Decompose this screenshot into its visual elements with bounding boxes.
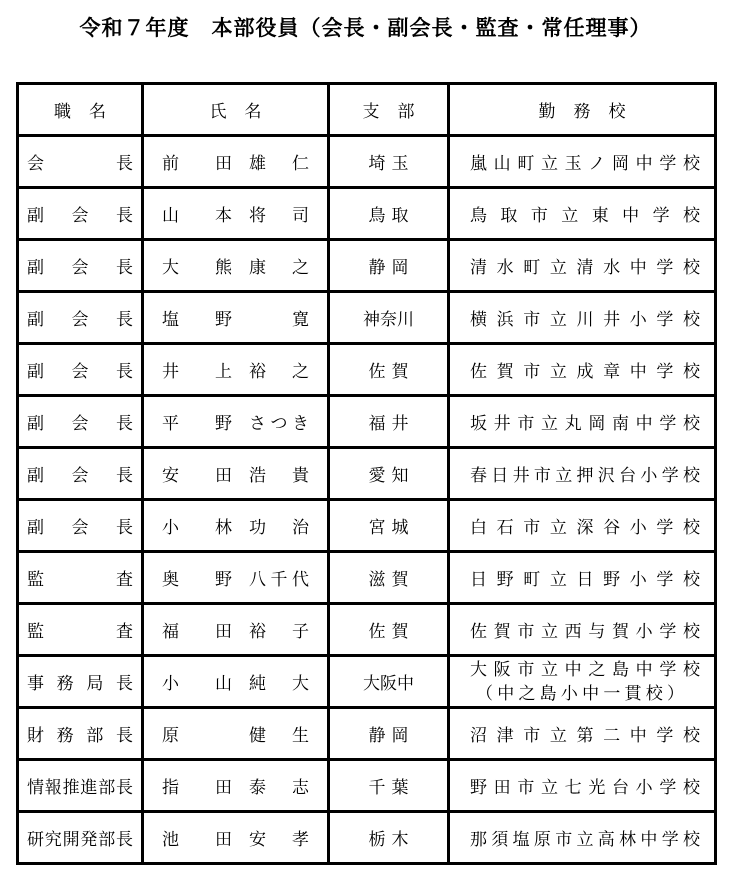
branch-cell: 滋賀 [329, 552, 449, 604]
role-cell: 会長 [18, 136, 143, 188]
school-cell [449, 656, 716, 708]
surname: 井 上 [162, 362, 232, 382]
school-cell: 佐賀市立西与賀小学校 [449, 604, 716, 656]
given-name: 浩 貴 [249, 466, 309, 486]
name-cell [143, 656, 329, 708]
table-row [18, 604, 716, 656]
given-name: 泰 志 [249, 778, 309, 798]
given-name: 八 千 代 [249, 570, 309, 590]
name-cell [143, 812, 329, 864]
surname: 原 [162, 726, 179, 746]
role-cell: 監査 [18, 552, 143, 604]
table-row [18, 292, 716, 344]
surname: 大 熊 [162, 258, 232, 278]
header-branch: 支部 [329, 84, 449, 136]
given-name: 健 生 [249, 726, 309, 746]
table-row [18, 656, 716, 708]
school-cell: 沼津市立第二中学校 [449, 708, 716, 760]
surname: 池 田 [162, 830, 232, 850]
name-cell [143, 708, 329, 760]
school-cell: 嵐山町立玉ノ岡中学校 [449, 136, 716, 188]
surname: 山 本 [162, 206, 232, 226]
name-cell [143, 240, 329, 292]
role-cell: 副会長 [18, 292, 143, 344]
role-cell: 副会長 [18, 396, 143, 448]
role-cell: 副会長 [18, 500, 143, 552]
table-row [18, 552, 716, 604]
name-cell [143, 396, 329, 448]
table-row [18, 188, 716, 240]
school-note: （中之島小中一貫校） [476, 683, 684, 704]
branch-cell: 大阪中 [329, 656, 449, 708]
school-cell: 横浜市立川井小学校 [449, 292, 716, 344]
given-name: 純 大 [249, 674, 309, 694]
page-title: 令和７年度 本部役員（会長・副会長・監査・常任理事） [79, 16, 652, 40]
given-name: 裕 之 [249, 362, 309, 382]
table-header-row [18, 84, 716, 136]
given-name: 裕 子 [249, 622, 309, 642]
role-cell: 副会長 [18, 448, 143, 500]
role-cell: 事務局長 [18, 656, 143, 708]
table-row [18, 240, 716, 292]
branch-cell: 愛知 [329, 448, 449, 500]
branch-cell: 宮城 [329, 500, 449, 552]
table-row [18, 708, 716, 760]
surname: 小 林 [162, 518, 232, 538]
branch-cell: 埼玉 [329, 136, 449, 188]
officers-table [16, 82, 717, 865]
surname: 前 田 [162, 154, 232, 174]
role-cell: 監査 [18, 604, 143, 656]
branch-cell: 静岡 [329, 708, 449, 760]
given-name: 康 之 [249, 258, 309, 278]
role-cell: 副会長 [18, 344, 143, 396]
branch-cell: 千葉 [329, 760, 449, 812]
given-name: 功 治 [249, 518, 309, 538]
surname: 平 野 [162, 414, 232, 434]
branch-cell: 栃木 [329, 812, 449, 864]
branch-cell: 佐賀 [329, 604, 449, 656]
name-cell [143, 760, 329, 812]
school-cell: 那須塩原市立高林中学校 [449, 812, 716, 864]
header-name: 氏名 [143, 84, 329, 136]
given-name: 将 司 [249, 206, 309, 226]
role-cell: 情報推進部長 [18, 760, 143, 812]
header-school: 勤務校 [449, 84, 716, 136]
name-cell [143, 552, 329, 604]
branch-cell: 静岡 [329, 240, 449, 292]
branch-cell: 神奈川 [329, 292, 449, 344]
name-cell [143, 188, 329, 240]
given-name: さ つ き [249, 414, 309, 434]
school-cell: 白石市立深谷小学校 [449, 500, 716, 552]
given-name: 安 孝 [249, 830, 309, 850]
school-cell: 坂井市立丸岡南中学校 [449, 396, 716, 448]
school-name: 大阪市立中之島中学校 [470, 659, 700, 680]
table-row [18, 760, 716, 812]
table-row [18, 344, 716, 396]
school-cell: 日野町立日野小学校 [449, 552, 716, 604]
name-cell [143, 344, 329, 396]
table-row [18, 136, 716, 188]
role-cell: 財務部長 [18, 708, 143, 760]
branch-cell: 福井 [329, 396, 449, 448]
table-row [18, 812, 716, 864]
surname: 福 田 [162, 622, 232, 642]
school-cell: 野田市立七光台小学校 [449, 760, 716, 812]
role-cell: 副会長 [18, 240, 143, 292]
given-name: 雄 仁 [249, 154, 309, 174]
branch-cell: 佐賀 [329, 344, 449, 396]
table-row [18, 448, 716, 500]
school-cell: 春日井市立押沢台小学校 [449, 448, 716, 500]
name-cell [143, 500, 329, 552]
table-row [18, 500, 716, 552]
name-cell [143, 136, 329, 188]
school-cell: 清水町立清水中学校 [449, 240, 716, 292]
surname: 奥 野 [162, 570, 232, 590]
table-row [18, 396, 716, 448]
surname: 指 田 [162, 778, 232, 798]
school-cell: 鳥取市立東中学校 [449, 188, 716, 240]
surname: 塩 野 [162, 310, 232, 330]
name-cell [143, 604, 329, 656]
school-cell: 佐賀市立成章中学校 [449, 344, 716, 396]
branch-cell: 鳥取 [329, 188, 449, 240]
role-cell: 研究開発部長 [18, 812, 143, 864]
name-cell [143, 292, 329, 344]
given-name: 寛 [292, 310, 309, 330]
header-role: 職名 [18, 84, 143, 136]
role-cell: 副会長 [18, 188, 143, 240]
surname: 安 田 [162, 466, 232, 486]
surname: 小 山 [162, 674, 232, 694]
name-cell [143, 448, 329, 500]
